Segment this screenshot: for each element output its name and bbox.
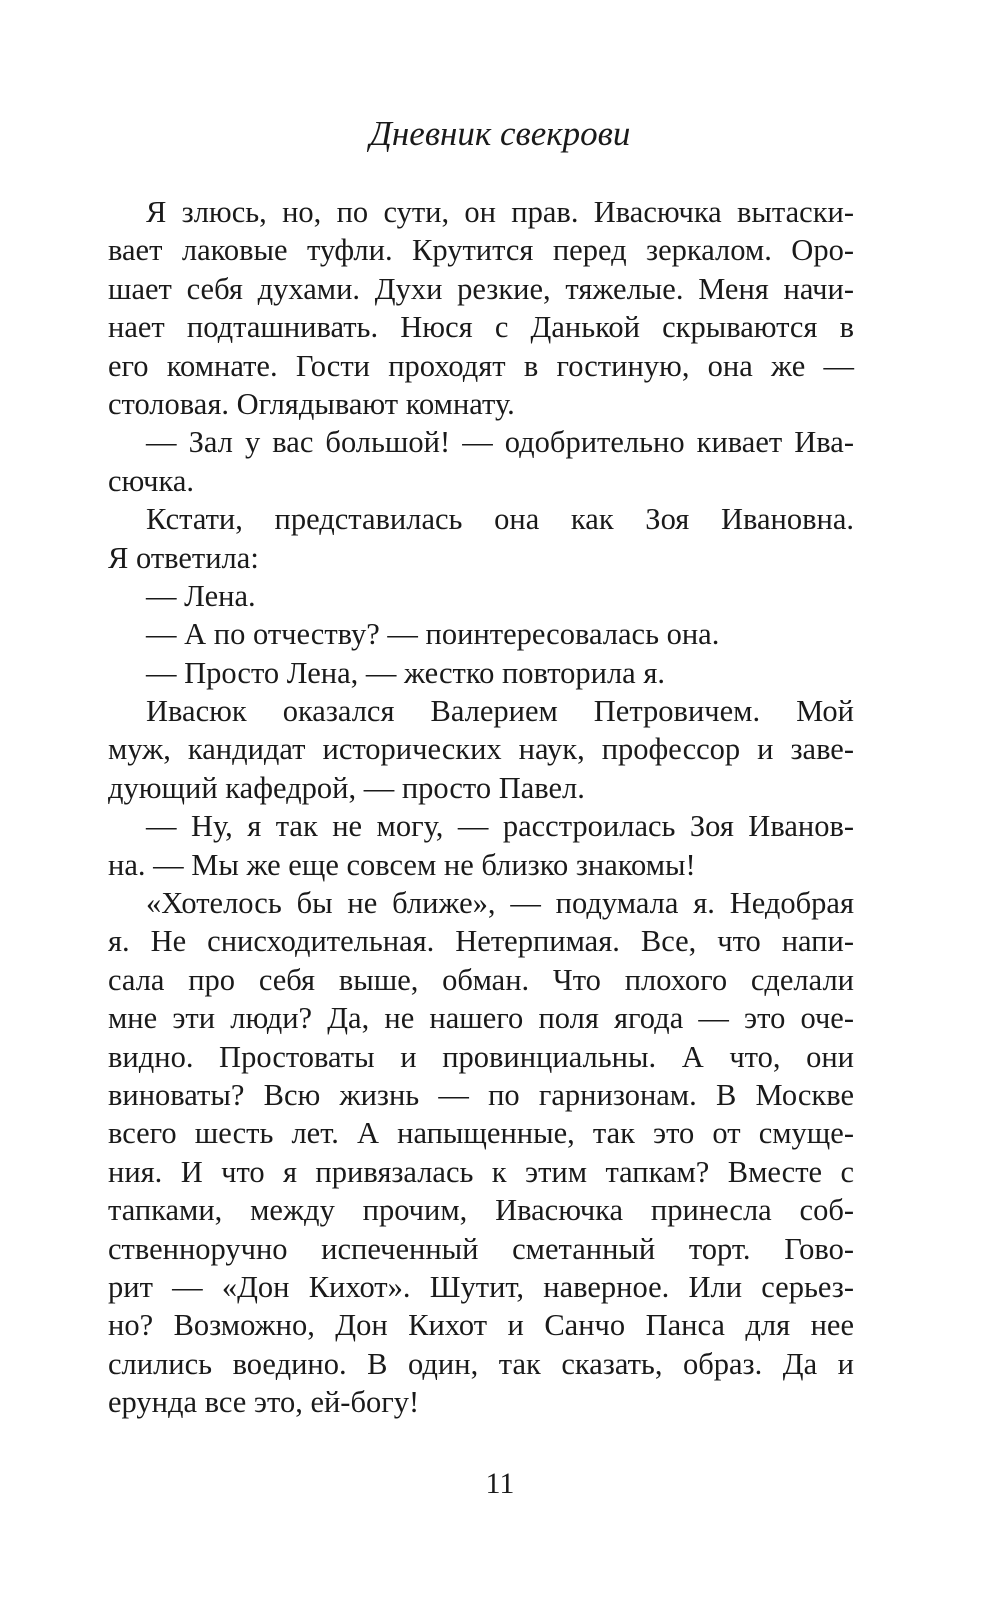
text-line: столовая. Оглядывают комнату. (108, 386, 515, 421)
text-line: Ивасюк оказался Валерием Петровичем. Мой (146, 694, 854, 729)
text-line: — Зал у вас большой! — одобрительно кивает Ива- (146, 425, 854, 460)
text-line: тапками, между прочим, Ивасючка принесла соб- (108, 1193, 854, 1228)
text-line: мне эти люди? Да, не нашего поля ягода — это оче- (108, 1001, 854, 1036)
text-line: рит — «Дон Кихот». Шутит, наверное. Или серьез- (108, 1269, 854, 1304)
text-line: сала про себя выше, обман. Что плохого сделали (108, 962, 854, 997)
body-text (108, 193, 854, 1422)
page-number: 11 (485, 1467, 515, 1500)
text-line: — Ну, я так не могу, — расстроилась Зоя Иванов- (146, 809, 854, 844)
text-line: на. — Мы же еще совсем не близко знакомы! (108, 847, 696, 882)
text-line: муж, кандидат исторических наук, профессор и заве- (108, 732, 854, 767)
text-line: — Просто Лена, — жестко повторила я. (146, 655, 665, 690)
text-line: шает себя духами. Духи резкие, тяжелые. Меня начи- (108, 271, 854, 306)
text-line: слились воедино. В один, так сказать, образ. Да и (108, 1346, 854, 1381)
text-line: дующий кафедрой, — просто Павел. (108, 770, 585, 805)
text-line: его комнате. Гости проходят в гостиную, она же — (108, 348, 854, 383)
text-line: нает подташнивать. Нюся с Данькой скрываются в (108, 310, 854, 345)
running-head: Дневник свекрови (369, 114, 631, 153)
text-line: «Хотелось бы не ближе», — подумала я. Недобрая (146, 886, 854, 921)
text-line: виноваты? Всю жизнь — по гарнизонам. В Москве (108, 1077, 854, 1112)
text-line: — Лена. (146, 578, 256, 613)
text-line: — А по отчеству? — поинтересовалась она. (146, 617, 720, 652)
text-line: вает лаковые туфли. Крутится перед зеркалом. Оро- (108, 233, 854, 268)
text-line: ерунда все это, ей-богу! (108, 1385, 420, 1420)
text-line: ния. И что я привязалась к этим тапкам? Вместе с (108, 1154, 854, 1189)
text-line: Я злюсь, но, по сути, он прав. Ивасючка вытаски- (146, 195, 854, 229)
text-line: всего шесть лет. А напыщенные, так это от смуще- (108, 1116, 854, 1151)
text-line: Кстати, представилась она как Зоя Ивановна. (146, 502, 854, 537)
text-line: я. Не снисходительная. Нетерпимая. Все, что напи- (108, 924, 854, 959)
text-line: Я ответила: (108, 540, 259, 575)
text-line: но? Возможно, Дон Кихот и Санчо Панса для нее (108, 1308, 854, 1343)
text-line: ственноручно испеченный сметанный торт. Гово- (108, 1231, 854, 1266)
text-line: видно. Простоваты и провинциальны. А что, они (108, 1039, 854, 1074)
text-line: сючка. (108, 463, 195, 498)
